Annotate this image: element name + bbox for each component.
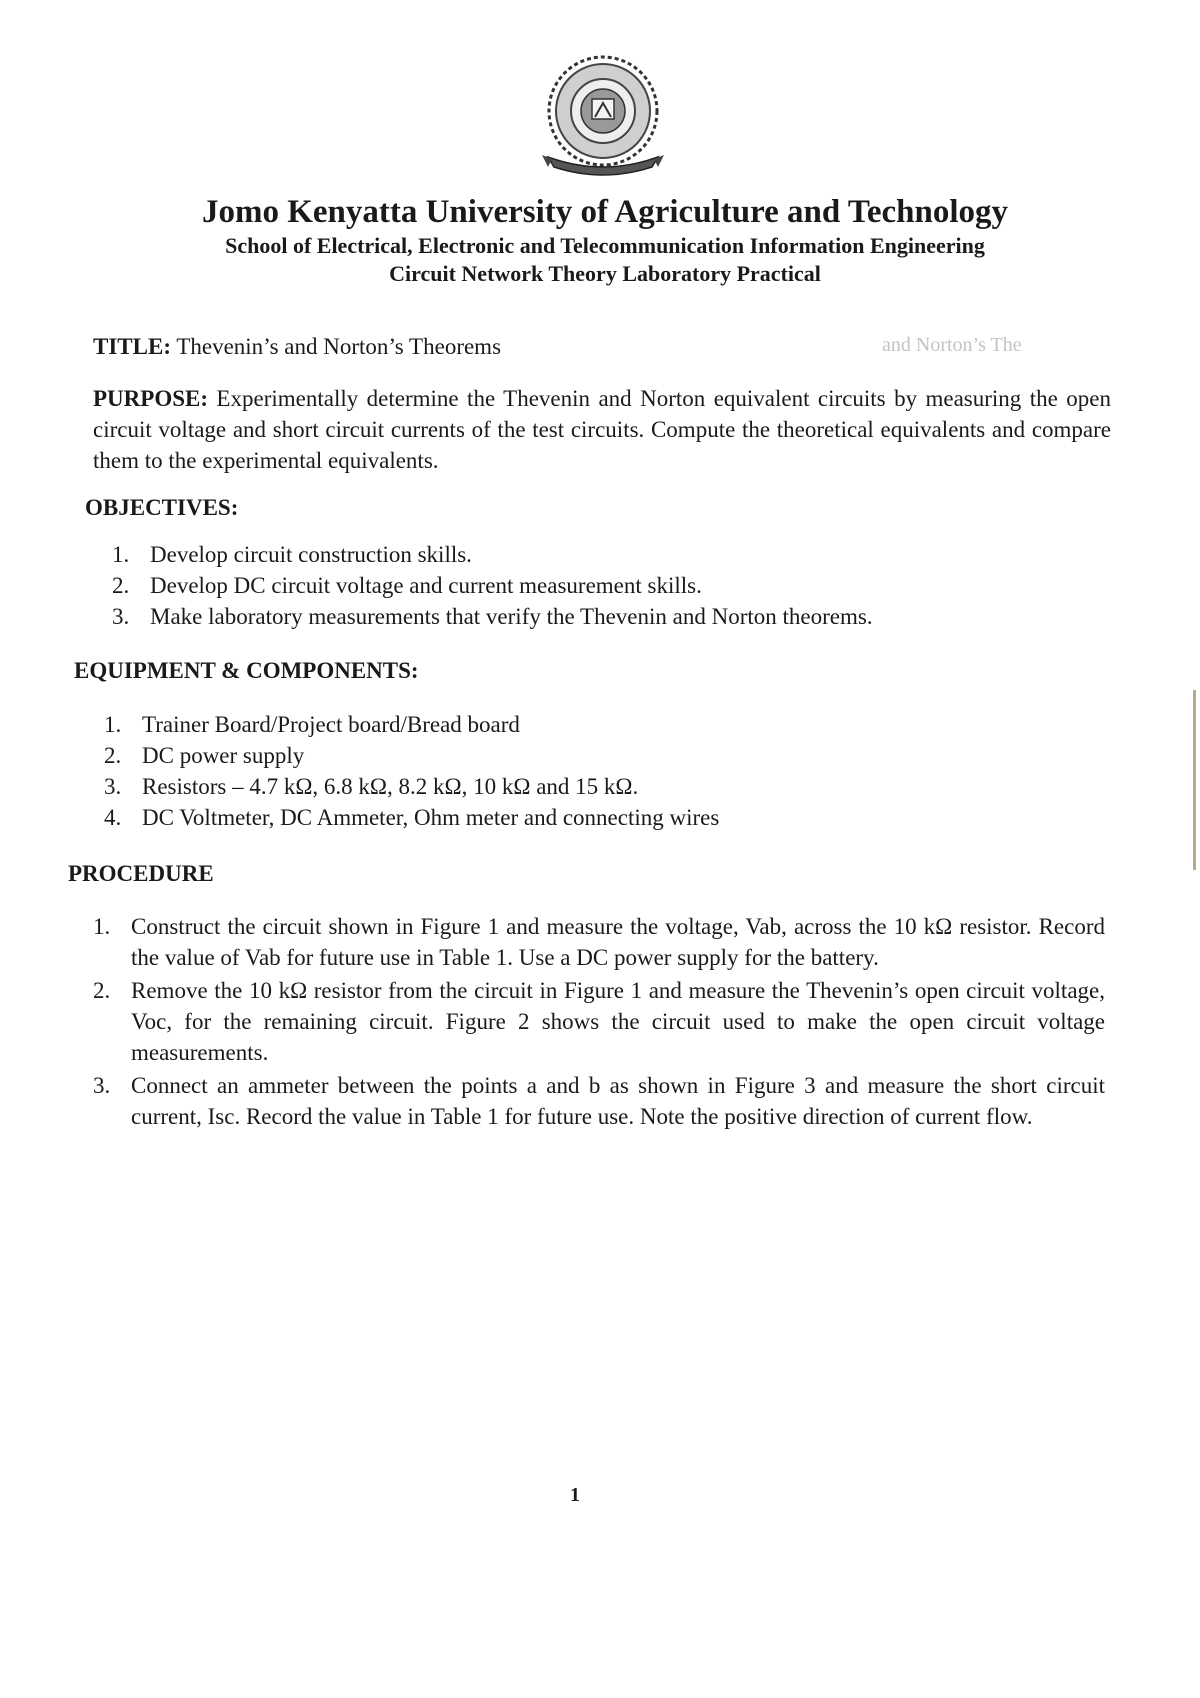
list-item: 2. DC power supply	[104, 743, 305, 768]
list-item: 1. Develop circuit construction skills.	[112, 542, 472, 567]
equipment-heading: EQUIPMENT & COMPONENTS:	[74, 658, 419, 683]
objectives-list	[112, 539, 1062, 632]
university-seal-logo	[540, 55, 666, 180]
bleed-through-text: and Norton’s The	[882, 334, 1022, 356]
title-text: Thevenin’s and Norton’s Theorems	[170, 334, 502, 359]
procedure-list	[93, 911, 1105, 1134]
purpose-paragraph	[93, 383, 1111, 476]
purpose-label: PURPOSE:	[93, 386, 208, 411]
university-name: Jomo Kenyatta University of Agriculture and Technology	[201, 194, 1009, 230]
document-header	[100, 192, 1110, 288]
list-item: 3. Make laboratory measurements that verify the Thevenin and Norton theorems.	[112, 604, 873, 629]
page-number: 1	[570, 1484, 580, 1506]
objectives-heading: OBJECTIVES:	[85, 495, 239, 520]
list-item: 2. Develop DC circuit voltage and current measurement skills.	[112, 573, 702, 598]
title-line	[93, 331, 793, 362]
equipment-list	[104, 709, 1054, 833]
list-item: 2. Remove the 10 kΩ resistor from the circuit in Figure 1 and measure the Thevenin’s open circuit voltage, Voc, for the remaining circuit. Figure 2 shows the circuit used to make the open circuit voltage measurements.	[93, 978, 1105, 1065]
list-item: 1. Construct the circuit shown in Figure 1 and measure the voltage, Vab, across the 10 kΩ resistor. Record the value of Vab for future use in Table 1. Use a DC power supply for the battery.	[93, 914, 1105, 970]
list-item: 1. Trainer Board/Project board/Bread board	[104, 712, 520, 737]
course-name: Circuit Network Theory Laboratory Practical	[389, 261, 821, 286]
procedure-heading: PROCEDURE	[68, 861, 214, 886]
page-edge-shadow	[1193, 690, 1196, 870]
title-label: TITLE:	[93, 334, 171, 359]
school-name: School of Electrical, Electronic and Telecommunication Information Engineering	[225, 233, 985, 258]
purpose-text: Experimentally determine the Thevenin and Norton equivalent circuits by measuring the open circuit voltage and short circuit currents of the test circuits. Compute the theoretical equivalents and compare them to the experimental equivalents.	[93, 386, 1111, 473]
list-item: 4. DC Voltmeter, DC Ammeter, Ohm meter and connecting wires	[104, 805, 720, 830]
list-item: 3. Resistors – 4.7 kΩ, 6.8 kΩ, 8.2 kΩ, 10 kΩ and 15 kΩ.	[104, 774, 639, 799]
list-item: 3. Connect an ammeter between the points a and b as shown in Figure 3 and measure the short circuit current, Isc. Record the value in Table 1 for future use. Note the positive direction of current flow.	[93, 1073, 1105, 1129]
